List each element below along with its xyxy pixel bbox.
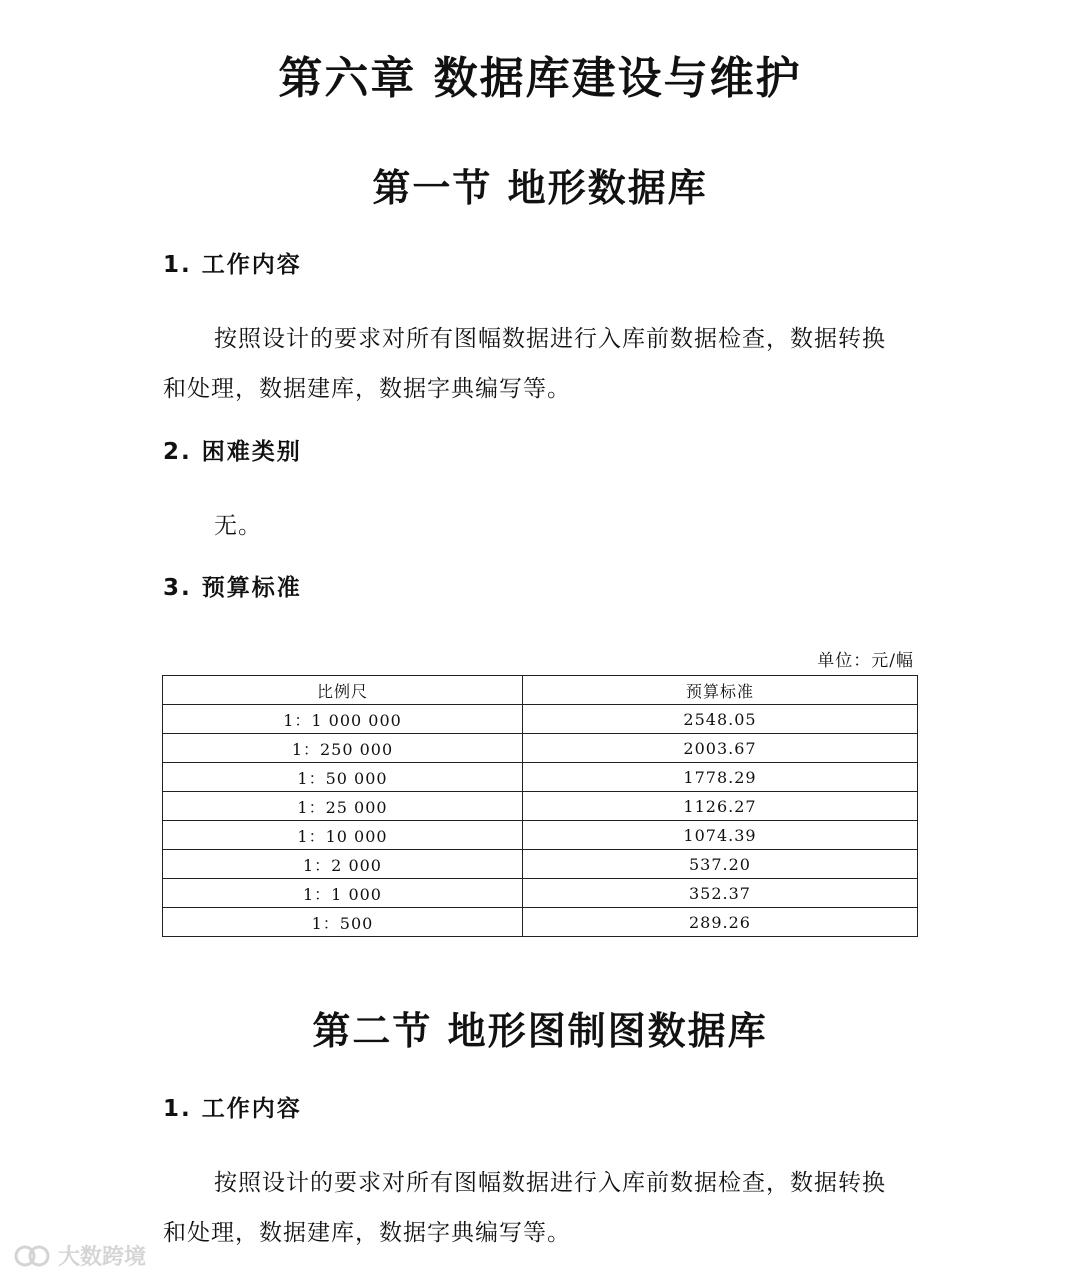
- scale-cell: 1：50 000: [163, 763, 523, 792]
- section2-work-line2: 和处理，数据建库，数据字典编写等。: [163, 1220, 571, 1246]
- budget-cell: 2003.67: [523, 734, 918, 763]
- section1-work-heading: 1. 工作内容: [163, 252, 302, 278]
- scale-cell: 1：1 000: [163, 879, 523, 908]
- section1-title: 第一节 地形数据库: [372, 166, 708, 210]
- scale-cell: 1：25 000: [163, 792, 523, 821]
- table-row: [163, 705, 918, 734]
- section1-difficulty-heading: 2. 困难类别: [163, 439, 302, 465]
- budget-cell: 1126.27: [523, 792, 918, 821]
- header-budget: 预算标准: [523, 676, 918, 705]
- table-header-row: [163, 676, 918, 705]
- scale-cell: 1：500: [163, 908, 523, 937]
- header-scale: 比例尺: [163, 676, 523, 705]
- budget-cell: 2548.05: [523, 705, 918, 734]
- watermark-text: 大数跨境: [58, 1245, 147, 1270]
- scale-cell: 1：1 000 000: [163, 705, 523, 734]
- table-row: [163, 763, 918, 792]
- budget-cell: 352.37: [523, 879, 918, 908]
- table-row: [163, 792, 918, 821]
- section1-difficulty-text: 无。: [214, 513, 262, 539]
- watermark: [12, 1240, 146, 1271]
- section1-work-line2: 和处理，数据建库，数据字典编写等。: [163, 376, 571, 402]
- unit-label: 单位：元/幅: [817, 651, 914, 671]
- scale-cell: 1：2 000: [163, 850, 523, 879]
- section1-work-line1: 按照设计的要求对所有图幅数据进行入库前数据检查，数据转换: [214, 326, 886, 352]
- table-row: [163, 821, 918, 850]
- section1-budget-heading: 3. 预算标准: [163, 575, 302, 601]
- chapter-title: 第六章 数据库建设与维护: [278, 53, 802, 104]
- budget-cell: 289.26: [523, 908, 918, 937]
- scale-cell: 1：10 000: [163, 821, 523, 850]
- budget-cell: 537.20: [523, 850, 918, 879]
- budget-cell: 1074.39: [523, 821, 918, 850]
- budget-table: [162, 675, 918, 937]
- section2-work-heading: 1. 工作内容: [163, 1096, 302, 1122]
- section2-work-line1: 按照设计的要求对所有图幅数据进行入库前数据检查，数据转换: [214, 1170, 886, 1196]
- table-row: [163, 879, 918, 908]
- watermark-logo-icon: [12, 1243, 52, 1269]
- budget-cell: 1778.29: [523, 763, 918, 792]
- table-row: [163, 734, 918, 763]
- table-row: [163, 908, 918, 937]
- scale-cell: 1：250 000: [163, 734, 523, 763]
- table-row: [163, 850, 918, 879]
- section2-title: 第二节 地形图制图数据库: [312, 1009, 768, 1053]
